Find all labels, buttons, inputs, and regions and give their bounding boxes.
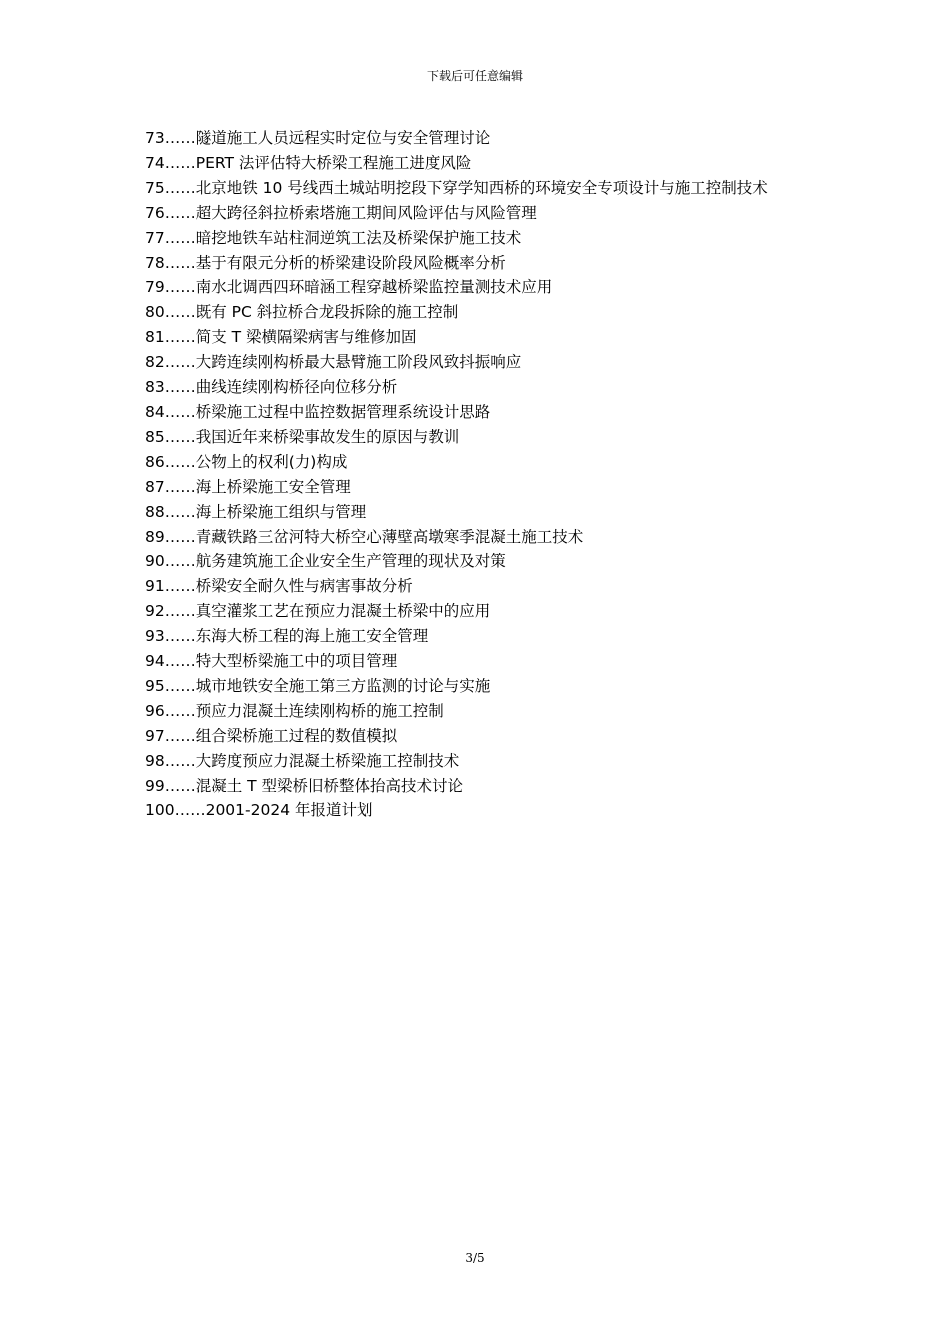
toc-item: 92……真空灌浆工艺在预应力混凝土桥梁中的应用 — [145, 602, 491, 621]
toc-item: 89……青藏铁路三岔河特大桥空心薄壁高墩寒季混凝土施工技术 — [145, 527, 584, 546]
toc-item: 91……桥梁安全耐久性与病害事故分析 — [145, 577, 413, 596]
toc-item: 74……PERT 法评估特大桥梁工程施工进度风险 — [145, 153, 472, 172]
toc-item: 100……2001-2024 年报道计划 — [145, 801, 373, 820]
toc-item: 85……我国近年来桥梁事故发生的原因与教训 — [145, 427, 460, 446]
toc-item: 78……基于有限元分析的桥梁建设阶段风险概率分析 — [145, 253, 506, 272]
toc-item: 98……大跨度预应力混凝土桥梁施工控制技术 — [145, 751, 460, 770]
toc-item: 79……南水北调西四环暗涵工程穿越桥梁监控量测技术应用 — [145, 278, 553, 297]
toc-item: 80……既有 PC 斜拉桥合龙段拆除的施工控制 — [145, 303, 459, 322]
toc-list — [145, 126, 810, 823]
toc-item: 93……东海大桥工程的海上施工安全管理 — [145, 627, 429, 646]
toc-item: 97……组合梁桥施工过程的数值模拟 — [145, 726, 398, 745]
toc-item: 96……预应力混凝土连续刚构桥的施工控制 — [145, 701, 444, 720]
toc-item: 73……隧道施工人员远程实时定位与安全管理讨论 — [145, 129, 491, 147]
toc-item: 94……特大型桥梁施工中的项目管理 — [145, 652, 398, 671]
page-header: 下载后可任意编辑 — [426, 69, 523, 83]
toc-item: 88……海上桥梁施工组织与管理 — [145, 502, 367, 521]
toc-item: 82……大跨连续刚构桥最大悬臂施工阶段风致抖振响应 — [145, 353, 522, 372]
toc-item: 99……混凝土 T 型梁桥旧桥整体抬高技术讨论 — [145, 776, 464, 795]
toc-item: 84……桥梁施工过程中监控数据管理系统设计思路 — [145, 402, 491, 421]
page-number: 3/5 — [465, 1251, 485, 1265]
toc-item: 87……海上桥梁施工安全管理 — [145, 477, 351, 496]
toc-item: 95……城市地铁安全施工第三方监测的讨论与实施 — [145, 676, 491, 695]
toc-item: 86……公物上的权利(力)构成 — [145, 452, 348, 471]
toc-item: 75……北京地铁 10 号线西土城站明挖段下穿学知西桥的环境安全专项设计与施工控制技术 — [145, 178, 768, 197]
toc-item: 77……暗挖地铁车站柱洞逆筑工法及桥梁保护施工技术 — [145, 228, 522, 247]
toc-item: 81……简支 T 梁横隔梁病害与维修加固 — [145, 328, 417, 347]
toc-item: 90……航务建筑施工企业安全生产管理的现状及对策 — [145, 552, 506, 571]
toc-item: 83……曲线连续刚构桥径向位移分析 — [145, 378, 398, 397]
toc-item: 76……超大跨径斜拉桥索塔施工期间风险评估与风险管理 — [145, 203, 537, 222]
